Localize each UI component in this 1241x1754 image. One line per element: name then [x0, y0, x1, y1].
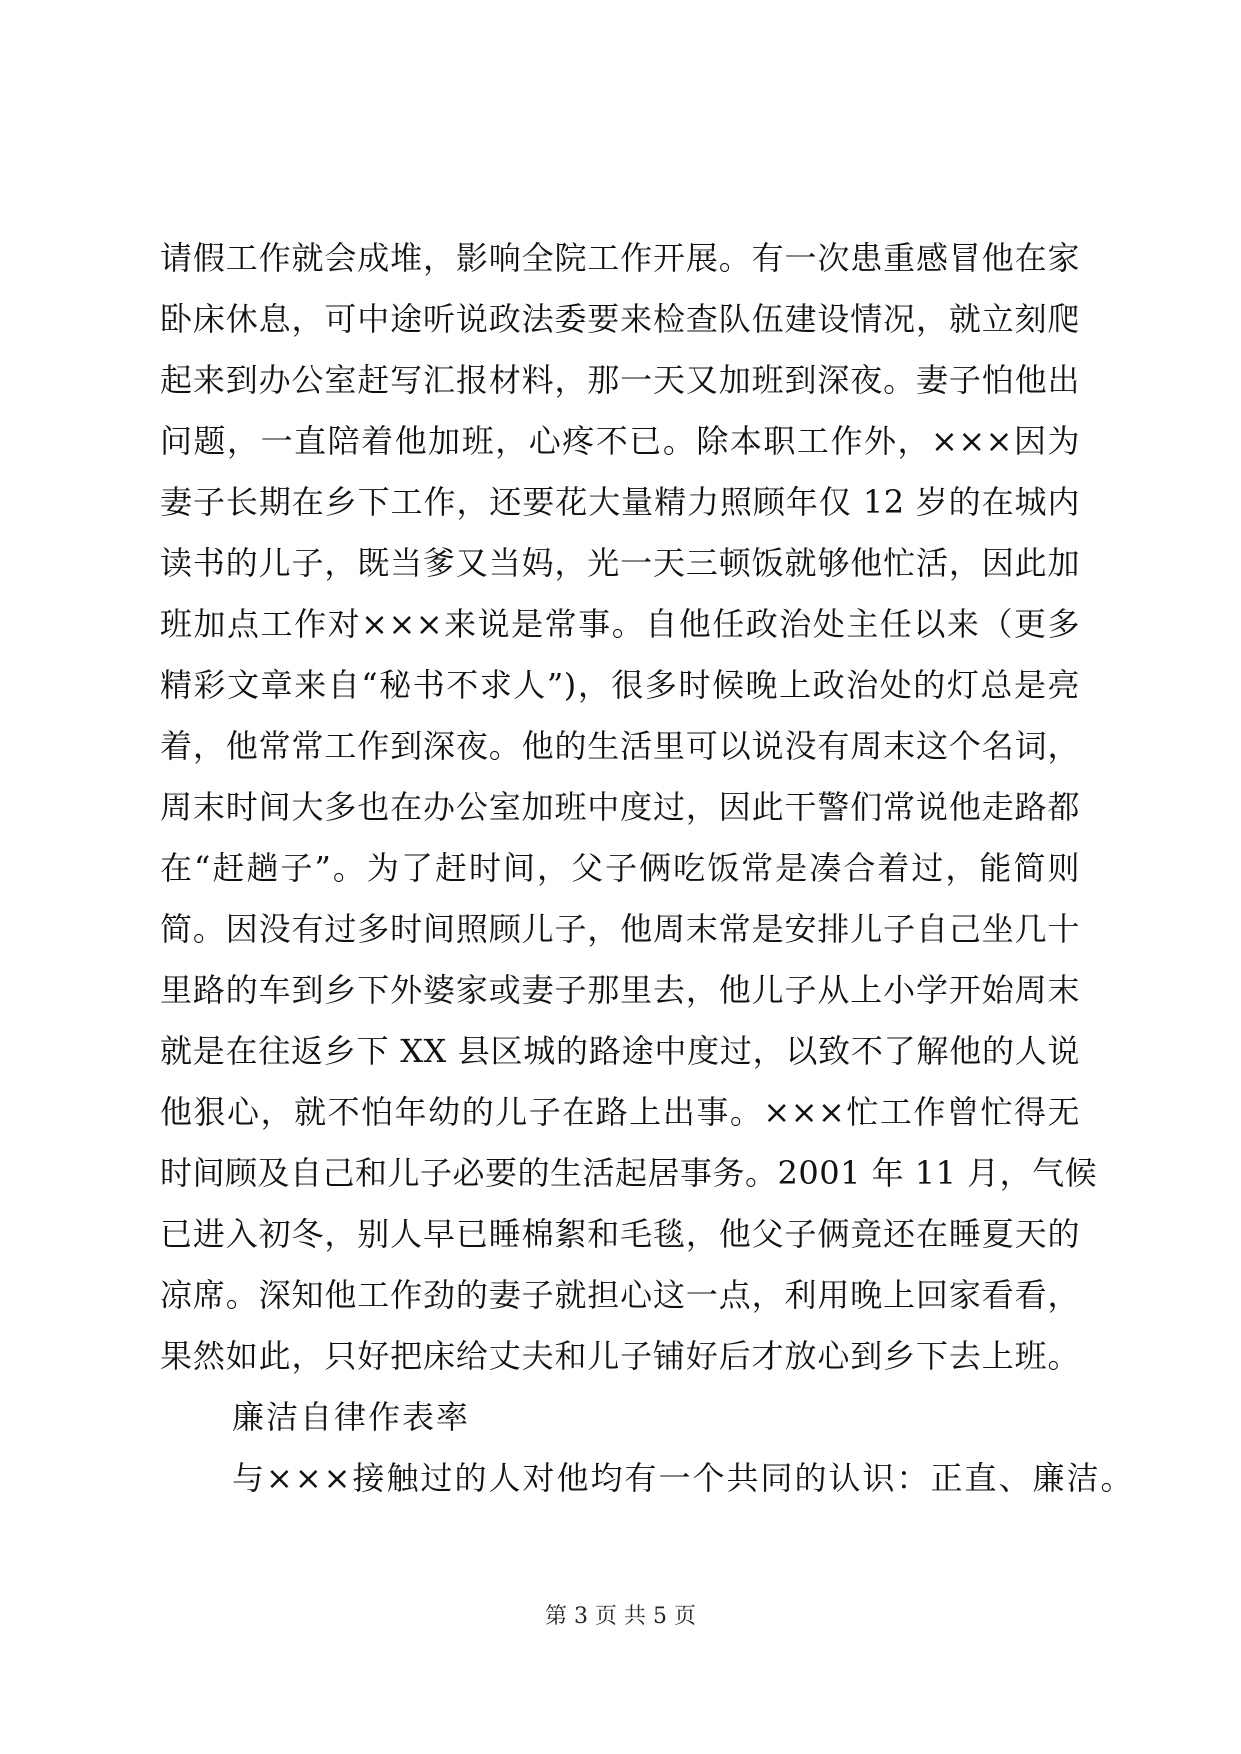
text-line: 读书的儿子，既当爹又当妈，光一天三顿饭就够他忙活，因此加 — [160, 544, 1080, 582]
text-line: 卧床休息，可中途听说政法委要来检查队伍建设情况，就立刻爬 — [160, 300, 1080, 338]
text-line: 时间顾及自己和儿子必要的生活起居事务。2001 年 11 月，气候 — [160, 1154, 1098, 1192]
text-line: 起来到办公室赶写汇报材料，那一天又加班到深夜。妻子怕他出 — [160, 361, 1080, 399]
text-line: 精彩文章来自“秘书不求人”)，很多时候晚上政治处的灯总是亮 — [160, 666, 1080, 704]
text-line: 周末时间大多也在办公室加班中度过，因此干警们常说他走路都 — [160, 788, 1080, 826]
text-line: 果然如此，只好把床给丈夫和儿子铺好后才放心到乡下去上班。 — [160, 1337, 1080, 1375]
text-line: 问题，一直陪着他加班，心疼不已。除本职工作外，×××因为 — [160, 422, 1080, 460]
page-number-footer: 第 3 页 共 5 页 — [545, 1604, 696, 1629]
text-line: 班加点工作对×××来说是常事。自他任政治处主任以来（更多 — [160, 605, 1080, 643]
text-line: 与×××接触过的人对他均有一个共同的认识：正直、廉洁。 — [232, 1459, 1135, 1497]
section-heading: 廉洁自律作表率 — [232, 1398, 471, 1436]
text-line: 简。因没有过多时间照顾儿子，他周末常是安排儿子自己坐几十 — [160, 910, 1080, 948]
text-line: 妻子长期在乡下工作，还要花大量精力照顾年仅 12 岁的在城内 — [160, 483, 1080, 521]
text-line: 着，他常常工作到深夜。他的生活里可以说没有周末这个名词， — [160, 727, 1080, 765]
text-line: 里路的车到乡下外婆家或妻子那里去，他儿子从上小学开始周末 — [160, 971, 1080, 1009]
text-line: 在“赶趟子”。为了赶时间，父子俩吃饭常是凑合着过，能简则 — [160, 849, 1080, 887]
text-line: 凉席。深知他工作劲的妻子就担心这一点，利用晚上回家看看， — [160, 1276, 1080, 1314]
text-line: 他狠心，就不怕年幼的儿子在路上出事。×××忙工作曾忙得无 — [160, 1093, 1080, 1131]
body-text — [160, 228, 1135, 1509]
text-line: 就是在往返乡下 XX 县区城的路途中度过，以致不了解他的人说 — [160, 1032, 1080, 1070]
text-line: 已进入初冬，别人早已睡棉絮和毛毯，他父子俩竟还在睡夏天的 — [160, 1215, 1080, 1253]
text-line: 请假工作就会成堆，影响全院工作开展。有一次患重感冒他在家 — [160, 239, 1080, 277]
